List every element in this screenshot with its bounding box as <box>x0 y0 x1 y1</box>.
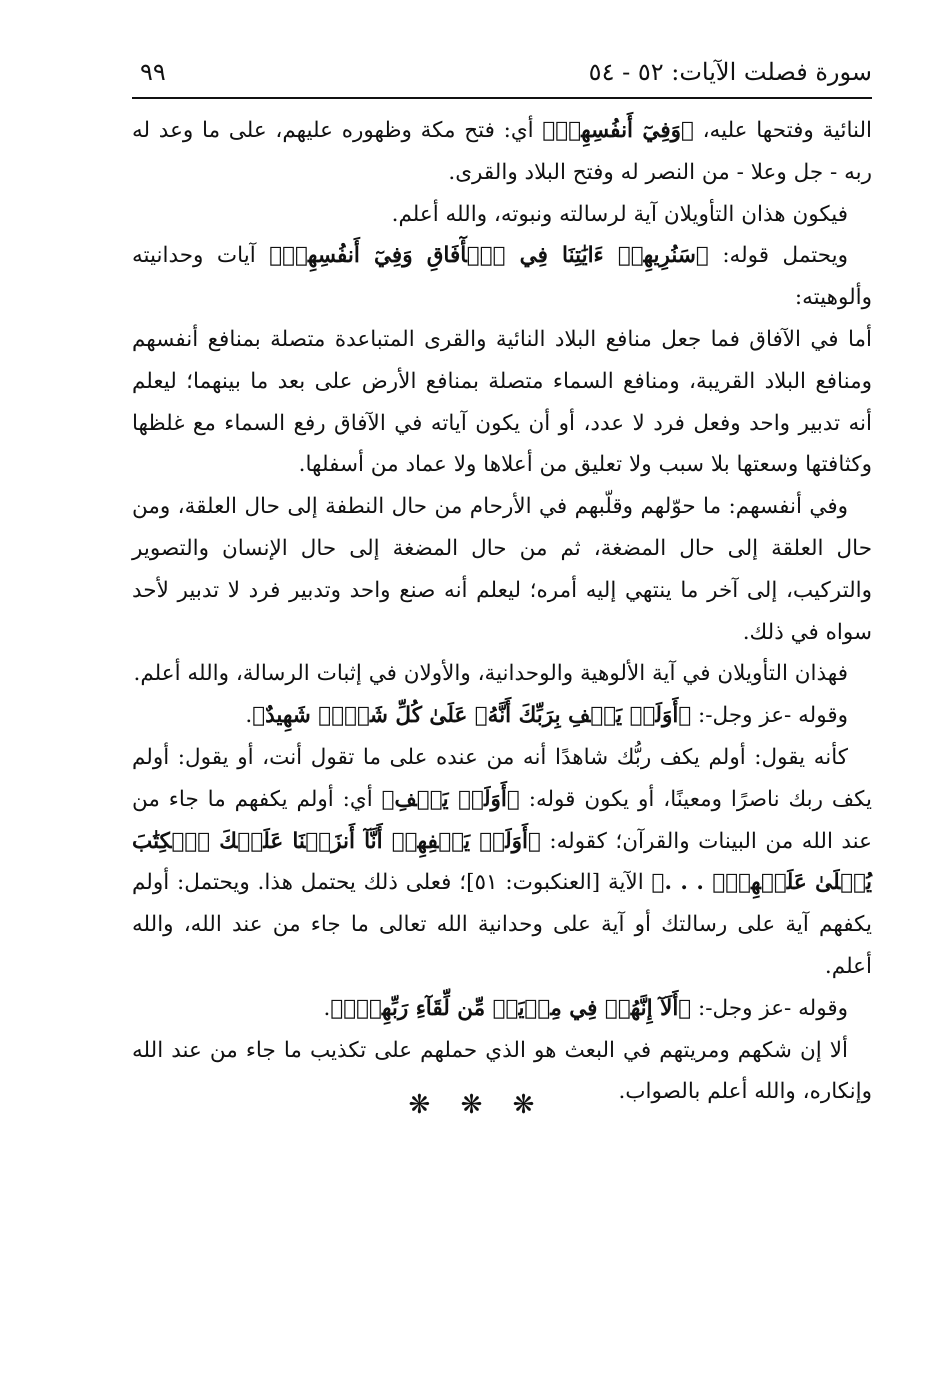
quran-verse: ﴿سَنُرِيهِمۡ ءَايَٰتِنَا فِي ٱلۡأٓفَاقِ وَفِيٓ أَنفُسِهِمۡ﴾ <box>269 243 709 269</box>
paragraph <box>132 194 872 236</box>
section-separator: ❋ ❋ ❋ <box>408 1090 535 1120</box>
paragraph <box>132 988 872 1030</box>
text-segment: فيكون هذان التأويلان آية لرسالته ونبوته، والله أعلم. <box>391 201 848 227</box>
quran-verse: ﴿وَفِيٓ أَنفُسِهِمۡ﴾ <box>542 118 694 143</box>
text-segment: وفي أنفسهم: ما حوّلهم وقلّبهم في الأرحام من حال النطفة إلى حال العلقة، ومن حال العلقة إلى حال المضغة، ثم من حال المضغة إلى حال الإنسان والتصوير والتركيب، إلى آخر ما ينتهي إليه أمره؛ ليعلم أنه صنع واحد وتدبير فرد لا تدبير لأحد سواه في ذلك. <box>132 494 872 645</box>
text-segment: أي: فتح مكة وظهوره عليهم، على ما وعد له ربه - جل وعلا - من النصر له وفتح البلاد والقرى. <box>132 118 872 185</box>
text-segment: الآية [العنكبوت: ٥١]؛ فعلى ذلك يحتمل هذا. ويحتمل: أولم يكفهم آية على رسالتك أو آية على وحدانية الله تعالى ما جاء من عند الله، والله أعلم. <box>132 870 872 979</box>
paragraph <box>132 319 872 486</box>
body-text <box>132 110 872 1113</box>
text-segment: . <box>323 995 331 1021</box>
text-segment: ألا إن شكهم ومريتهم في البعث هو الذي حملهم على تكذيب ما جاء من عند الله وإنكاره، والله أعلم بالصواب. <box>132 1037 872 1105</box>
paragraph <box>132 737 872 988</box>
paragraph <box>132 653 872 695</box>
text-segment: وقوله -عز وجل-: <box>691 995 848 1021</box>
quran-verse: ﴿أَوَلَمۡ يَكۡفِ﴾ <box>381 786 520 812</box>
text-segment: آيات وحدانيته وألوهيته: <box>132 243 872 311</box>
paragraph <box>132 486 872 653</box>
quran-verse: ﴿أَوَلَمۡ يَكۡفِهِمۡ أَنَّآ أَنزَلۡنَا عَلَيۡكَ ٱلۡكِتَٰبَ يُتۡلَىٰ عَلَيۡهِمۡۚ . . .﴾ <box>132 828 872 896</box>
page-header <box>132 52 872 94</box>
paragraph <box>132 110 872 194</box>
header-rule <box>132 97 872 99</box>
running-title: سورة فصلت الآيات: ٥٢ - ٥٤ <box>588 58 872 86</box>
page-number: ٩٩ <box>140 58 166 86</box>
text-segment: وقوله -عز وجل-: <box>691 703 848 729</box>
text-segment: . <box>245 703 253 729</box>
text-segment: كأنه يقول: أولم يكف ربُّك شاهدًا أنه من عنده على ما تقول أنت، أو يقول: أولم يكف ربك ناصرًا ومعينًا، أو يكون قوله: <box>132 744 872 812</box>
quran-verse: ﴿أَلَآ إِنَّهُمۡ فِي مِرۡيَةٖ مِّن لِّقَآءِ رَبِّهِمۡۗ﴾ <box>330 995 692 1021</box>
paragraph <box>132 695 872 737</box>
paragraph <box>132 235 872 319</box>
quran-verse: ﴿أَوَلَمۡ يَكۡفِ بِرَبِّكَ أَنَّهُۥ عَلَىٰ كُلِّ شَيۡءٖ شَهِيدٌ﴾ <box>252 703 692 729</box>
text-segment: فهذان التأويلان في آية الألوهية والوحدانية، والأولان في إثبات الرسالة، والله أعلم. <box>133 661 848 687</box>
text-segment: النائية وفتحها عليه، <box>693 118 873 143</box>
text-segment: أما في الآفاق فما جعل منافع البلاد النائية والقرى المتباعدة متصلة بمنافع أنفسهم ومنافع البلاد القريبة، ومنافع السماء متصلة بمنافع الأرض على بعد ما بينهما؛ ليعلم أنه تدبير واحد وفعل فرد لا عدد، أو أن يكون آياته في الآفاق رفع السماء مع غلظها وكثافتها وسعتها بلا سبب ولا تعليق من أعلاها ولا عماد من أسفلها. <box>132 326 872 478</box>
text-segment: أي: أولم يكفهم ما جاء من عند الله من البينات والقرآن؛ كقوله: <box>132 786 872 854</box>
text-segment: ويحتمل قوله: <box>708 243 848 269</box>
